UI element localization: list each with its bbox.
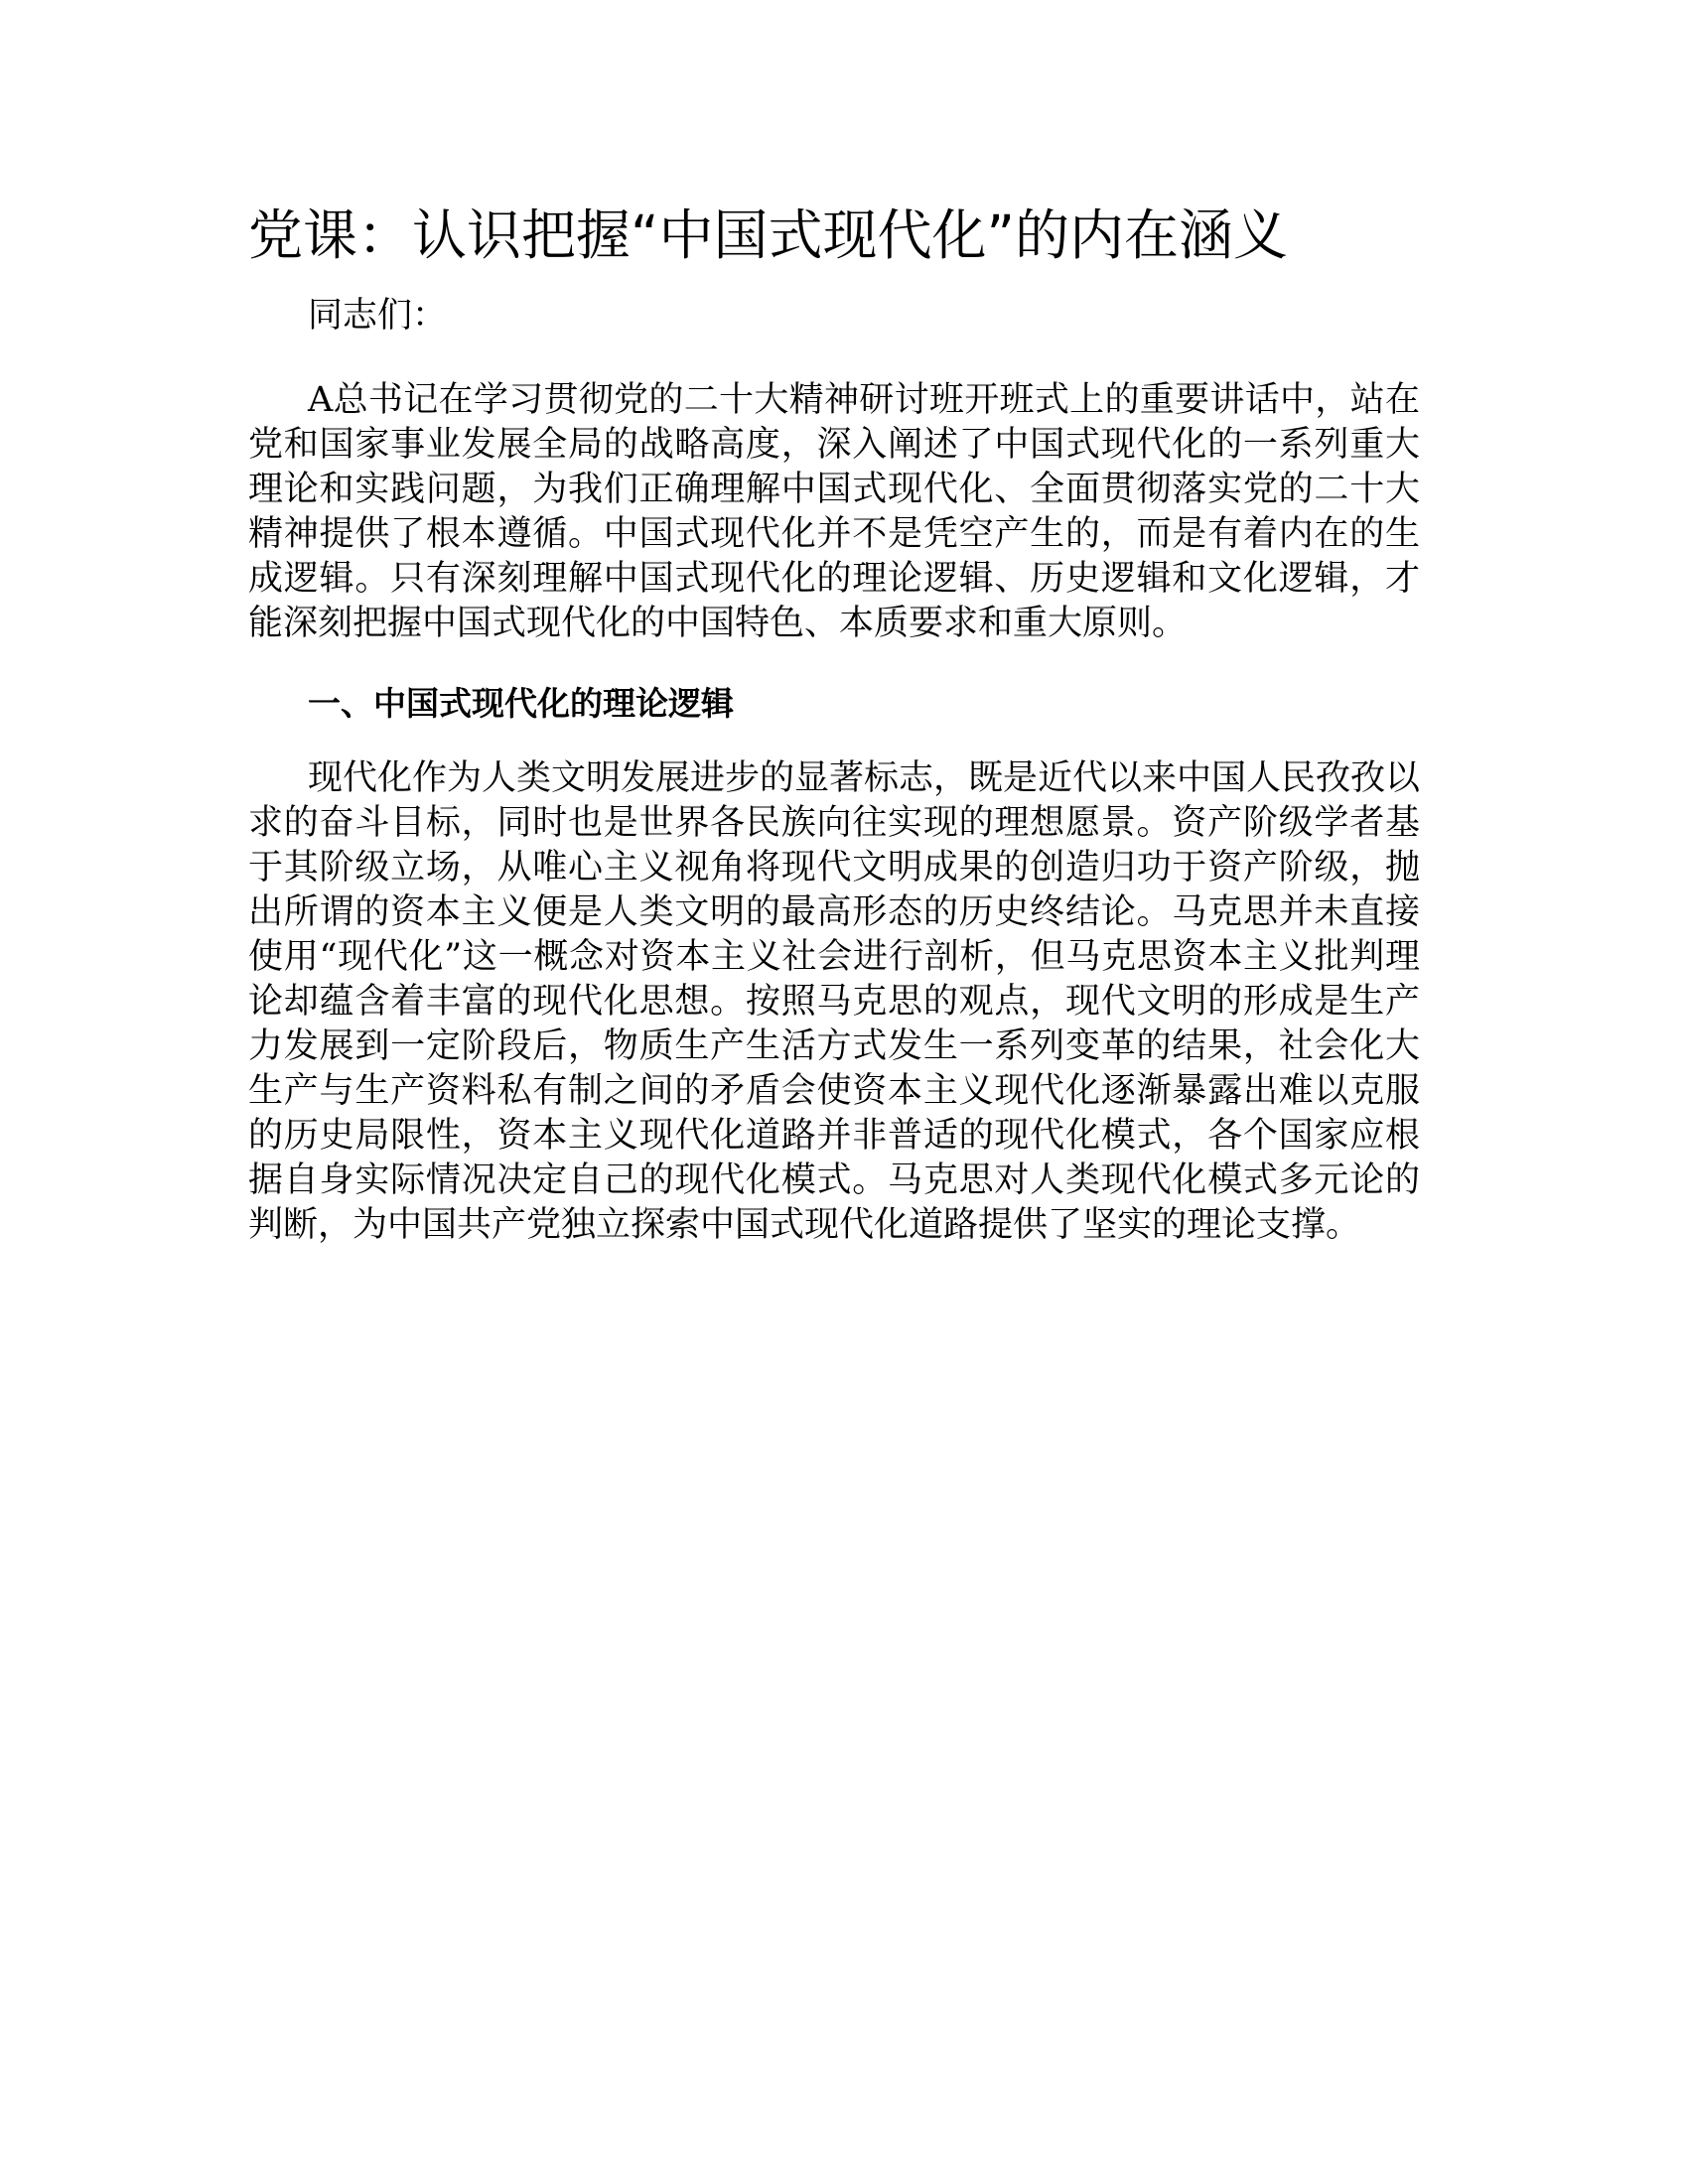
section-1-heading: 一、中国式现代化的理论逻辑 — [308, 684, 734, 723]
salutation: 同志们： — [308, 296, 448, 336]
document-page — [248, 197, 1420, 1248]
document-title: 党课：认识把握“中国式现代化”的内在涵义 — [248, 204, 1288, 267]
intro-paragraph: A总书记在学习贯彻党的二十大精神研讨班开班式上的重要讲话中，站在党和国家事业发展全局的战略高度，深入阐述了中国式现代化的一系列重大理论和实践问题，为我们正确理解中国式现代化、全面贯彻落实党的二十大精神提供了根本遵循。中国式现代化并不是凭空产生的，而是有着内在的生成逻辑。只有深刻理解中国式现代化的理论逻辑、历史逻辑和文化逻辑，才能深刻把握中国式现代化的中国特色、本质要求和重大原则。 — [248, 380, 1420, 643]
section-1-paragraph: 现代化作为人类文明发展进步的显著标志，既是近代以来中国人民孜孜以求的奋斗目标，同时也是世界各民族向往实现的理想愿景。资产阶级学者基于其阶级立场，从唯心主义视角将现代文明成果的创造归功于资产阶级，抛出所谓的资本主义便是人类文明的最高形态的历史终结论。马克思并未直接使用“现代化”这一概念对资本主义社会进行剖析，但马克思资本主义批判理论却蕴含着丰富的现代化思想。按照马克思的观点，现代文明的形成是生产力发展到一定阶段后，物质生产生活方式发生一系列变革的结果，社会化大生产与生产资料私有制之间的矛盾会使资本主义现代化逐渐暴露出难以克服的历史局限性，资本主义现代化道路并非普适的现代化模式，各个国家应根据自身实际情况决定自己的现代化模式。马克思对人类现代化模式多元论的判断，为中国共产党独立探索中国式现代化道路提供了坚实的理论支撑。 — [248, 758, 1421, 1245]
